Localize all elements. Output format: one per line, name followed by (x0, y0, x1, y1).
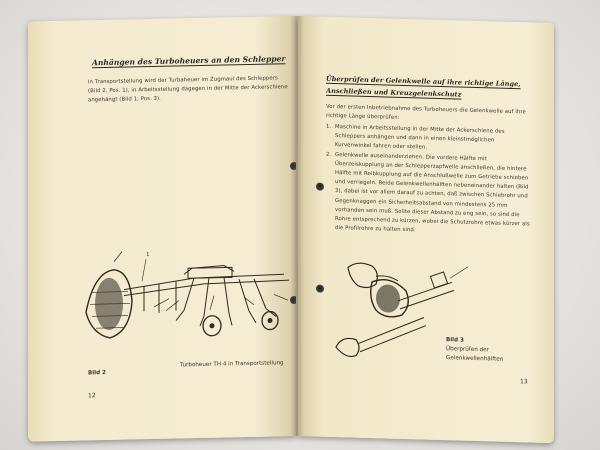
left-page (28, 16, 296, 442)
punch-hole-lower-right (316, 285, 324, 293)
step-text: Gelenkwelle auseinanderziehen. Die vordere Hälfte mit Überzeiskupplung an der Schlepperzapfwelle anschließen, die hintere Hälfte mit Reibkupplung auf die Anschlußwelle zum Getriebe schieben und verriegeln. Beide Gelenkwellenhälften nebeneinander halten (Bild 3), dabei ist vor allem darauf zu achten, daß zwischen Schiebrohr und Gegenknaggen ein Sicherheitsabstand von mindestens 25 mm vorhanden sein muß. Sollte dieser Abstand zu eng sein, so sind die Rohre entsprechend zu kürzen, wobei die Schutzrohre etwas kürzer als die Profilrohre zu halten sind. (335, 151, 530, 234)
right-page-heading-line2: Anschließen und Kreuzgelenkschutz (326, 86, 462, 99)
punch-hole-upper-right (316, 183, 324, 191)
step-item (326, 150, 531, 239)
step-text: Maschine in Arbeitsstellung in der Mitte der Ackerschiene des Schleppers anhängen und dann in einen kleinstmöglichen Kurvenwinkel fahren oder stellen. (335, 124, 505, 152)
left-figure-marker: 1 (146, 252, 150, 259)
booklet-spine (290, 16, 304, 436)
right-page (298, 16, 554, 443)
left-figure-label: Bild 2 (88, 369, 106, 377)
step-number: 1. (326, 123, 332, 130)
left-figure-caption: Turboheuer TH 4 in Transportstellung (180, 360, 284, 369)
right-page-number: 13 (520, 378, 528, 386)
right-page-intro: Vor der ersten Inbetriebnahme des Turboheuers die Gelenkwelle auf ihre richtige Länge überprüfen: (326, 103, 526, 122)
turboheuer-transport-illustration (84, 238, 296, 352)
right-page-steps (326, 123, 531, 239)
left-page-number: 12 (88, 392, 96, 400)
step-number: 2. (326, 151, 332, 158)
right-figure-label: Bild 3 (446, 337, 464, 344)
open-booklet (28, 16, 554, 436)
left-page-paragraph: In Transportstellung wird der Turbaheuer im Zugmaul des Schleppers (Bild 2, Pos. 1), in Arbeitsstellung dagegen in der Mitte der Ackerschiene angehängt (Bild 1, Pos. 3). (88, 75, 288, 104)
left-page-heading: Anhängen des Turboheuers an den Schlepper (92, 54, 286, 68)
right-figure-caption-line1: Überprüfen der (446, 346, 489, 354)
right-page-heading-line1: Überprüfen der Gelenkwelle auf ihre richtige Länge, (326, 74, 521, 89)
right-figure-caption-line2: Gelenkwellenhälften (446, 355, 504, 363)
